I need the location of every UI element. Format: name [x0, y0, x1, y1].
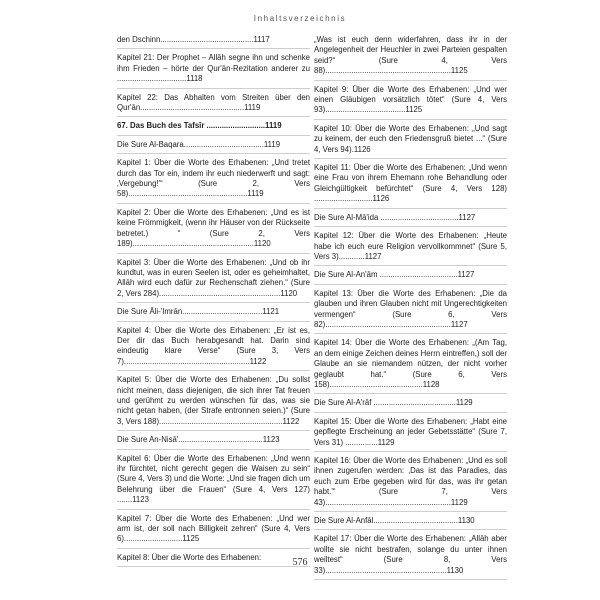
toc-entry: Kapitel 12: Über die Worte des Erhabenen: „Heute habe ich euch eure Religion vervollkommnet“ (Sure 5, Vers 3)............1127 — [314, 230, 507, 266]
toc-entry: Die Sure Al-Mā'ida ....................................1127 — [314, 212, 507, 227]
toc-entry: Kapitel 13: Über die Worte des Erhabenen: „Die da glauben und ihren Glauben nicht mit Ungerechtigkeiten vermengen“ (Sure 6, Vers 82)..........................................................1127 — [314, 288, 507, 335]
toc-entry: Kapitel 5: Über die Worte des Erhabenen: „Du sollst nicht meinen, dass diejenigen, die sich ihrer Tat freuen und gerühmt zu werden wünschen für das, was sie nicht getan haben, (der Strafe entronnen seien.)“ (Sure 3, Vers 188).........................................................1122 — [117, 374, 310, 431]
toc-entry: Kapitel 3: Über die Worte des Erhabenen: „Und ob ihr kundtut, was in euren Seelen ist, oder es geheimhaltet, Allāh wird euch dafür zur Rechenschaft ziehen.“ (Sure 2, Vers 284)........................................................1120 — [117, 257, 310, 304]
toc-entry: Die Sure Al-Anfāl.......................................1130 — [314, 515, 507, 530]
toc-entry: Kapitel 17: Über die Worte des Erhabenen: „Allāh aber wollte sie nicht bestrafen, solange du unter ihnen weiltest“ (Sure 8, Vers 33)........................................................1130 — [314, 533, 507, 580]
toc-entry: Kapitel 6: Über die Worte des Erhabenen: „Und wenn ihr fürchtet, nicht gerecht gegen die Waisen zu sein“ (Sure 4, Vers 3) und die Worte: „Und sie fragen dich um Belehrung über die Frauen“ (Sure 4, Vers 127) .......1123 — [117, 453, 310, 510]
toc-entry: Kapitel 15: Über die Worte des Erhabenen: „Habt eine gepflegte Erscheinung an jeder Gebetsstätte“ (Sure 7, Vers 31) ...............1129 — [314, 416, 507, 452]
toc-entry: Kapitel 8: Über die Worte des Erhabenen: — [117, 552, 310, 567]
toc-entry: Kapitel 22: Das Abhalten vom Streiten über den Qur'ān................................................1119 — [117, 92, 310, 118]
toc-entry: Die Sure Al-An'ām ....................................1127 — [314, 269, 507, 284]
toc-entry: Die Sure An-Nisā'.......................................1123 — [117, 434, 310, 449]
toc-entry: den Dschinn...........................................1117 — [117, 34, 310, 49]
running-header: Inhaltsverzeichnis — [253, 14, 347, 23]
toc-entry: Die Sure Al-A'rāf ......................................1129 — [314, 397, 507, 412]
toc-entry: Kapitel 10: Über die Worte des Erhabenen: „Und sagt zu keinem, der euch den Friedensgruß bietet ...“ (Sure 4, Vers 94).1126 — [314, 123, 507, 159]
toc-entry: „Was ist euch denn widerfahren, dass ihr in der Angelegenheit der Heuchler in zwei Parteien gespalten seid?“ (Sure 4, Vers 88)..........................................................1125 — [314, 34, 507, 81]
page-number: 576 — [292, 557, 308, 568]
toc-entry: Kapitel 1: Über die Worte des Erhabenen: „Und tretet durch das Tor ein, indem ihr euch niederwerft und sagt: ‚Vergebung!'“ (Sure 2, Vers 58).......................................................1119 — [117, 157, 310, 204]
toc-book-heading: 67. Das Buch des Tafsīr ...........................1119 — [117, 120, 310, 135]
toc-entry: Kapitel 7: Über die Worte des Erhabenen: „Und wer arm ist, der soll nach Billigkeit zehren“ (Sure 4, Vers 6)...........................1125 — [117, 513, 310, 549]
toc-entry: Die Sure Al-Baqara.....................................1119 — [117, 139, 310, 154]
toc-entry: Kapitel 14: Über die Worte des Erhabenen: „(Am Tag, an dem einige Zeichen deines Herrn eintreffen,) soll der Glaube an sie niemandem nützen, der nicht vorher geglaubt hat.“ (Sure 6, Vers 158)...........................................1128 — [314, 337, 507, 394]
toc-entry: Kapitel 4: Über die Worte des Erhabenen: „Er ist es, Der dir das Buch herabgesandt hat. Darin sind eindeutig klare Verse“ (Sure 3, Vers 7)..........................................................1122 — [117, 325, 310, 372]
toc-entry: Kapitel 21: Der Prophet – Allāh segne ihn und schenke ihm Frieden – hörte der Qur'ān-Rezitation anderer zu ................................1118 — [117, 52, 310, 88]
toc-column-right — [314, 34, 507, 583]
toc-entry: Kapitel 2: Über die Worte des Erhabenen: „Und es ist keine Frömmigkeit, (wenn ihr Häuser von der Rückseite betretet.) “ (Sure 2, Vers 189)........................................................1120 — [117, 207, 310, 254]
toc-entry: Kapitel 11: Über die Worte des Erhabenen: „Und wenn eine Frau von ihrem Ehemann rohe Behandlung oder Gleichgültigkeit befürchtet“ (Sure 4, Vers 128) ...........................1126 — [314, 162, 507, 209]
toc-entry: Kapitel 16: Über die Worte des Erhabenen: „Und es soll ihnen zugerufen werden: ‚Das ist das Paradies, das euch zum Erbe gegeben wird für das, was ihr getan habt.'“ (Sure 7, Vers 43)..........................................................1129 — [314, 455, 507, 512]
toc-entry: Kapitel 9: Über die Worte des Erhabenen: „Und wer einen Gläubigen vorsätzlich tötet“ (Sure 4, Vers 93).....................................1125 — [314, 84, 507, 120]
toc-column-left — [117, 34, 310, 570]
toc-entry: Die Sure Āli-'Imrān.....................................1121 — [117, 306, 310, 321]
